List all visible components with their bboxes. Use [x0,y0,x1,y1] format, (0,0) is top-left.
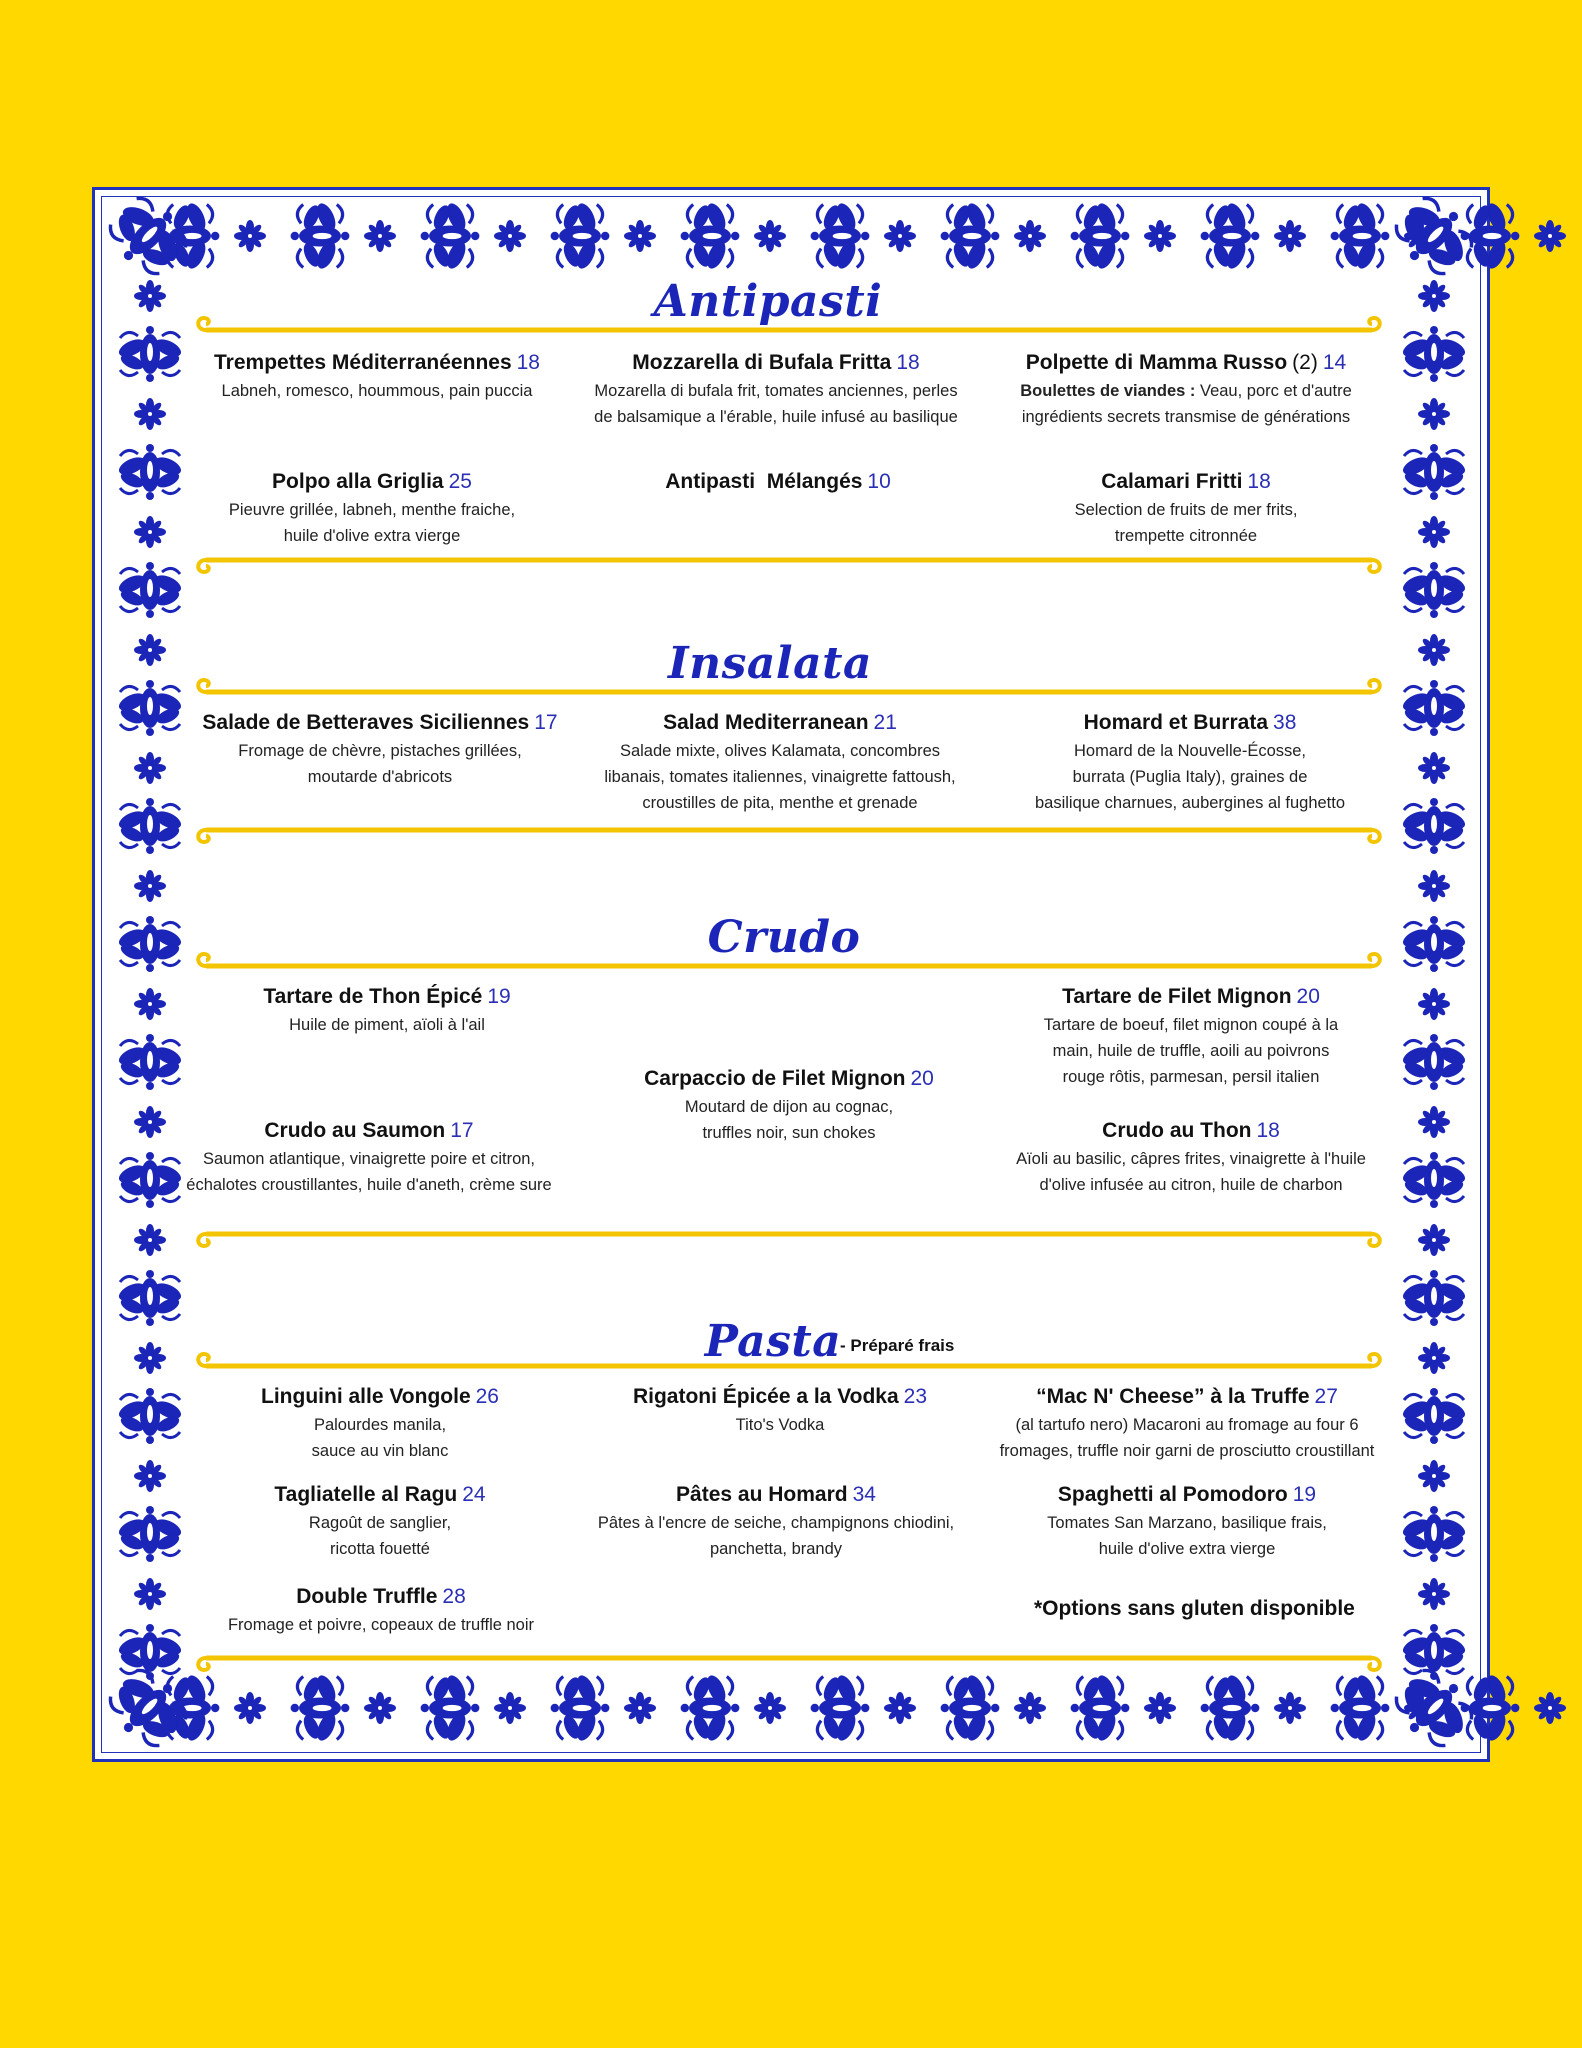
item-price: 19 [487,985,511,1008]
menu-item [1000,1384,1375,1464]
menu-item [1047,1482,1327,1562]
item-desc: Pâtes à l'encre de seiche, champignons chiodini, [597,1514,955,1532]
menu-item [1020,350,1352,430]
item-desc: Labneh, romesco, hoummous, pain puccia [221,382,533,400]
item-desc: de balsamique a l'érable, huile infusé au basilique [594,408,958,426]
item-desc: trempette citronnée [1114,527,1258,545]
item-desc: Ragoût de sanglier, [308,1514,452,1532]
item-price: 10 [867,470,891,493]
item-desc: Fromage de chèvre, pistaches grillées, [238,742,522,760]
gold-rule-bottom-insalata [194,822,1384,846]
item-price: 38 [1273,711,1297,734]
item-name: Double Truffle 28 [296,1585,466,1608]
item-desc: huile d'olive extra vierge [1098,1540,1276,1558]
item-name: Polpo alla Griglia 25 [272,470,472,493]
item-desc: Tartare de boeuf, filet mignon coupé à la [1043,1016,1339,1034]
menu-item [261,1384,499,1464]
item-price: 18 [1247,470,1271,493]
menu-item [644,1066,934,1146]
item-desc: rouge rôtis, parmesan, persil italien [1062,1068,1320,1086]
item-name: Rigatoni Épicée a la Vodka 23 [632,1385,928,1408]
item-desc: Mozarella di bufala frit, tomates anciennes, perles [594,382,958,400]
item-name: Salad Mediterranean 21 [663,711,897,734]
menu-item [214,350,540,404]
item-name: Homard et Burrata 38 [1083,711,1297,734]
item-price: 21 [873,711,897,734]
item-desc: Aïoli au basilic, câpres frites, vinaigrette à l'huile [1016,1150,1366,1168]
item-qty: (2) [1292,351,1318,374]
item-desc: panchetta, brandy [709,1540,843,1558]
item-price: 27 [1314,1385,1338,1408]
menu-item [1035,710,1345,816]
gold-rule-top-antipasti [194,314,1384,338]
gold-rule-bottom-crudo [194,1226,1384,1250]
item-price: 20 [1296,985,1320,1008]
menu-item [186,1118,551,1198]
menu-item [598,1482,954,1562]
item-desc: Pieuvre grillée, labneh, menthe fraiche, [228,501,516,519]
menu-item [1075,469,1298,549]
menu-item [633,1384,927,1438]
menu-item [274,1482,485,1562]
item-name: Crudo au Thon 18 [1102,1119,1280,1142]
menu-item [202,710,557,790]
gold-rule-top-crudo [194,950,1384,974]
section-title-antipasti: Antipasti [653,276,883,327]
item-desc: huile d'olive extra vierge [283,527,461,545]
item-name: Mozzarella di Bufala Fritta 18 [632,351,920,374]
item-desc: (al tartufo nero) Macaroni au fromage au four 6 [1015,1416,1359,1434]
item-desc: Selection de fruits de mer frits, [1074,501,1298,519]
item-price: 14 [1322,351,1347,374]
item-price: 25 [448,470,472,493]
menu-item [1044,984,1338,1090]
menu-item [604,710,955,816]
section-title-insalata: Insalata [668,638,872,689]
item-price: 24 [462,1483,486,1506]
menu-item [228,1584,534,1638]
item-desc: Moutard de dijon au cognac, [684,1098,894,1116]
item-name: “Mac N' Cheese” à la Truffe 27 [1036,1385,1338,1408]
menu-item [263,984,510,1038]
item-desc: d'olive infusée au citron, huile de charbon [1039,1176,1343,1194]
item-desc: croustilles de pita, menthe et grenade [642,794,918,812]
pasta-subtitle: - Préparé frais [840,1336,955,1355]
item-name: Tartare de Thon Épicé 19 [263,985,511,1008]
gold-rule-top-insalata [194,676,1384,700]
menu-item [229,469,515,549]
item-price: 17 [534,711,558,734]
item-name: Tagliatelle al Ragu 24 [274,1483,486,1506]
item-desc: échalotes croustillantes, huile d'aneth, crème sure [186,1176,552,1194]
item-desc: ingrédients secrets transmise de générations [1021,408,1351,426]
gluten-free-note: *Options sans gluten disponible [1034,1597,1355,1620]
item-price: 18 [896,351,920,374]
item-price: 28 [442,1585,466,1608]
item-desc: moutarde d'abricots [307,768,453,786]
item-price: 17 [450,1119,474,1142]
item-price: 18 [1256,1119,1280,1142]
item-name: Linguini alle Vongole 26 [261,1385,499,1408]
gold-rule-top-pasta [194,1350,1384,1374]
item-price: 19 [1292,1483,1317,1506]
section-title-crudo: Crudo [707,912,861,963]
item-desc: Tomates San Marzano, basilique frais, [1047,1514,1327,1532]
menu-item [1016,1118,1366,1198]
gold-rule-bottom-antipasti [194,552,1384,576]
item-desc: Boulettes de viandes : Veau, porc et d'autre [1020,382,1352,400]
item-price: 23 [903,1385,928,1408]
item-desc: Fromage et poivre, copeaux de truffle noir [227,1616,535,1634]
item-name: Pâtes au Homard 34 [676,1483,876,1506]
item-desc: fromages, truffle noir garni de prosciutto croustillant [999,1442,1375,1460]
menu-item [594,350,958,430]
item-desc: truffles noir, sun chokes [702,1124,876,1142]
item-name: Polpette di Mamma Russo (2) 14 [1025,351,1347,374]
item-desc: ricotta fouetté [330,1540,430,1558]
item-desc: main, huile de truffle, aoili au poivrons [1052,1042,1330,1060]
item-name: Spaghetti al Pomodoro 19 [1057,1483,1317,1506]
item-price: 34 [852,1483,876,1506]
item-desc: Tito's Vodka [735,1416,825,1434]
item-price: 18 [516,351,540,374]
item-name: Salade de Betteraves Siciliennes 17 [202,711,558,734]
item-name: Trempettes Méditerranéennes 18 [214,351,540,374]
item-name: Crudo au Saumon 17 [264,1119,474,1142]
item-desc: Palourdes manila, [313,1416,447,1434]
item-price: 20 [910,1067,934,1090]
item-name: Calamari Fritti 18 [1101,470,1271,493]
item-desc: basilique charnues, aubergines al fughetto [1034,794,1346,812]
item-name: Carpaccio de Filet Mignon 20 [644,1067,934,1090]
item-desc: sauce au vin blanc [311,1442,449,1460]
item-desc: Salade mixte, olives Kalamata, concombres [619,742,941,760]
gold-rule-bottom-pasta [194,1650,1384,1674]
item-name: Antipasti Mélangés 10 [665,470,891,493]
item-desc: Huile de piment, aïoli à l'ail [289,1016,485,1034]
menu-item [665,469,891,495]
item-desc: burrata (Puglia Italy), graines de [1072,768,1308,786]
item-price: 26 [475,1385,499,1408]
item-desc: Saumon atlantique, vinaigrette poire et citron, [202,1150,536,1168]
item-desc: Homard de la Nouvelle-Écosse, [1073,742,1307,760]
item-name: Tartare de Filet Mignon 20 [1062,985,1320,1008]
item-desc: libanais, tomates italiennes, vinaigrette fattoush, [604,768,956,786]
section-title-pasta: Pasta [704,1316,842,1367]
